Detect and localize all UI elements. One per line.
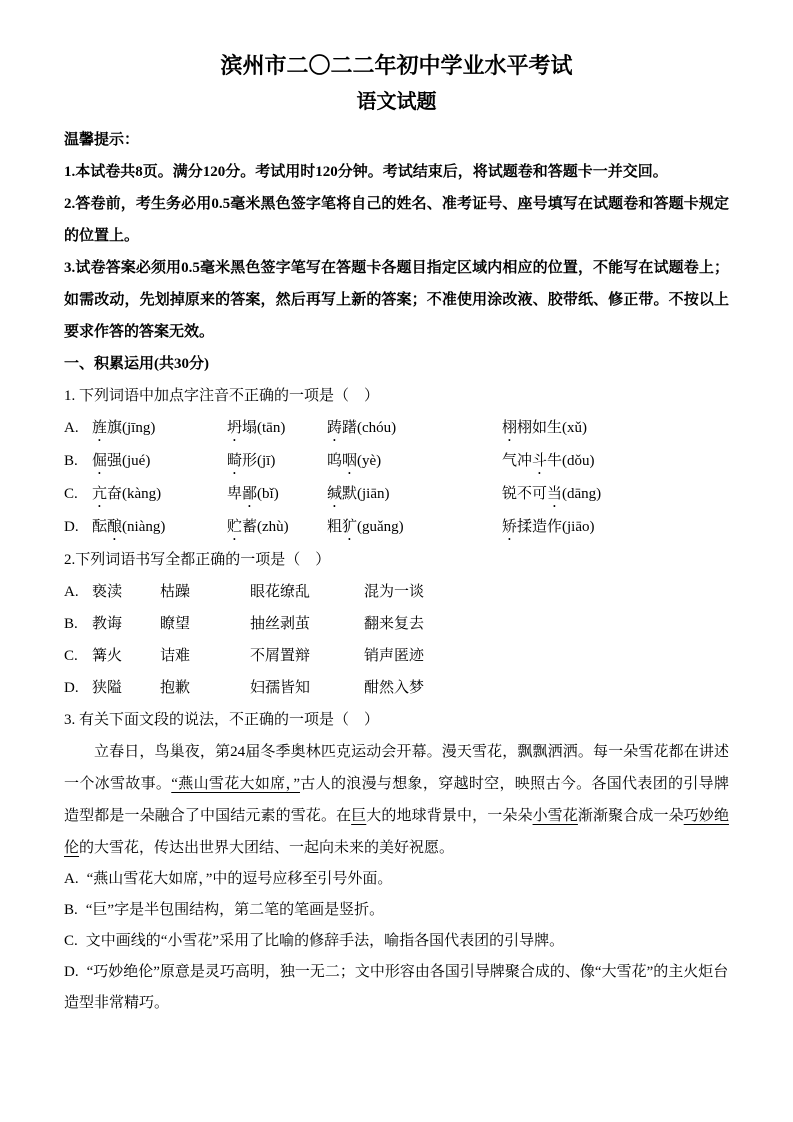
option-label: C.	[64, 933, 78, 949]
option-row	[64, 412, 729, 445]
emphasis-dot-char: 旌	[92, 420, 108, 436]
option-label: B.	[64, 902, 78, 918]
section-heading: 一、积累运用(共30分)	[64, 356, 209, 372]
option-row	[64, 608, 729, 640]
text-run: (dāng)	[562, 486, 602, 502]
word-item	[92, 511, 227, 544]
q3-passage	[64, 736, 729, 864]
q3-stem: 3. 有关下面文段的说法，不正确的一项是（ ）	[64, 712, 380, 728]
word-item: 瞭望	[160, 616, 191, 632]
emphasis-dot-char: 斗	[532, 453, 548, 469]
word-item	[227, 445, 327, 478]
text-run: 躇(chóu)	[342, 420, 397, 436]
text-run: 默(jiān)	[342, 486, 390, 502]
word-item: 销声匿迹	[364, 648, 425, 664]
option-label: D.	[64, 519, 79, 535]
option-label: D.	[64, 680, 79, 696]
option-row	[64, 511, 729, 544]
option-text: “巨”字是半包围结构，第二笔的笔画是竖折。	[85, 902, 385, 918]
emphasis-dot-char: 缄	[327, 486, 343, 502]
underlined-text: 巧妙绝伦	[64, 808, 729, 856]
emphasis-dot-char: 踌	[327, 420, 343, 436]
word-item	[327, 412, 502, 445]
word-item: 教诲	[92, 616, 123, 632]
option-row	[64, 478, 729, 511]
option-label: B.	[64, 616, 78, 632]
word-item	[502, 412, 729, 445]
text-run: 锐不可	[502, 486, 548, 502]
word-item: 诘难	[160, 648, 191, 664]
text-run: 大的地球背景中，一朵朵	[366, 808, 533, 824]
option-label: C.	[64, 648, 78, 664]
emphasis-dot-char: 犷	[342, 519, 358, 535]
notice-item: 3.试卷答案必须用0.5毫米黑色签字笔写在答题卡各题目指定区域内相应的位置，不能写在试题卷上；如需改动，先划掉原来的答案，然后再写上新的答案；不准使用涂改液、胶带纸、修正带。不按以上要求作答的答案无效。	[64, 260, 729, 340]
option-label: C.	[64, 486, 78, 502]
option-row	[64, 864, 729, 895]
text-run: 塌(tān)	[242, 420, 286, 436]
option-row	[64, 640, 729, 672]
word-item	[502, 445, 729, 478]
emphasis-dot-char: 倔	[92, 453, 108, 469]
q1-stem: 1. 下列词语中加点字注音不正确的一项是（ ）	[64, 388, 380, 404]
option-label: B.	[64, 453, 78, 469]
q1-options	[64, 412, 729, 544]
option-row	[64, 672, 729, 704]
emphasis-dot-char: 矫	[502, 519, 518, 535]
text-run: 呜	[327, 453, 343, 469]
text-run: 的大雪花，传达出世界大团结、一起向未来的美好祝愿。	[79, 840, 455, 856]
notice-item: 2.答卷前，考生务必用0.5毫米黑色签字笔将自己的姓名、准考证号、座号填写在试题卷和答题卡规定的位置上。	[64, 196, 729, 244]
word-item	[227, 478, 327, 511]
text-run: 立春日，鸟巢夜，第24届冬季奥林匹克运动会开幕。漫天雪花，飘飘洒洒。每一朵雪花都在讲述一个冰雪故事。	[64, 744, 729, 792]
underlined-text: 小雪花	[532, 808, 578, 824]
emphasis-dot-char: 酿	[107, 519, 123, 535]
text-run: (yè)	[357, 453, 382, 469]
text-run: 古人的浪漫与想象，穿越时空，映照古今。各国代表团的引导牌造型都是一朵融合了中国结元素的雪花。在	[64, 776, 729, 824]
text-run: 粗	[327, 519, 343, 535]
word-item: 抽丝剥茧	[250, 616, 311, 632]
option-row	[64, 957, 729, 1019]
text-run: 牛(dǒu)	[547, 453, 595, 469]
word-item	[227, 412, 327, 445]
exam-title: 滨州市二〇二二年初中学业水平考试	[220, 53, 573, 78]
option-row	[64, 576, 729, 608]
option-row	[64, 895, 729, 926]
emphasis-dot-char: 栩	[502, 420, 518, 436]
underlined-text: 巨	[351, 808, 367, 824]
word-item	[92, 412, 227, 445]
word-item: 酣然入梦	[364, 680, 425, 696]
word-item	[92, 445, 227, 478]
q3-options	[64, 864, 729, 1019]
word-item: 混为一谈	[364, 584, 425, 600]
text-run: (guǎng)	[357, 519, 404, 535]
option-label: A.	[64, 420, 79, 436]
text-run: 旗(jīng)	[107, 420, 156, 436]
emphasis-dot-char: 亢	[92, 486, 108, 502]
underlined-text: “燕山雪花大如席，”	[171, 776, 300, 792]
text-run: 蓄(zhù)	[242, 519, 289, 535]
option-text: “巧妙绝伦”原意是灵巧高明，独一无二；文中形容由各国引导牌聚合成的、像“大雪花”的主火炬台造型非常精巧。	[64, 964, 729, 1011]
word-item	[327, 478, 502, 511]
word-item: 不屑置辩	[250, 648, 311, 664]
word-item: 抱歉	[160, 680, 191, 696]
word-item: 眼花缭乱	[250, 584, 311, 600]
option-label: A.	[64, 871, 79, 887]
text-run: (bǐ)	[257, 486, 279, 502]
q2-options	[64, 576, 729, 704]
text-run: 渐渐聚合成一朵	[577, 808, 684, 824]
emphasis-dot-char: 坍	[227, 420, 243, 436]
text-run: 强(jué)	[107, 453, 151, 469]
text-run: (niàng)	[122, 519, 166, 535]
word-item	[227, 511, 327, 544]
option-label: A.	[64, 584, 79, 600]
emphasis-dot-char: 畸	[227, 453, 243, 469]
text-run: 揉造作(jiāo)	[517, 519, 595, 535]
word-item	[502, 511, 729, 544]
word-item: 枯躁	[160, 584, 191, 600]
text-run: 卑	[227, 486, 243, 502]
text-run: 奋(kàng)	[107, 486, 162, 502]
word-item: 翻来复去	[364, 616, 425, 632]
option-row	[64, 445, 729, 478]
option-text: “燕山雪花大如席，”中的逗号应移至引号外面。	[86, 871, 393, 887]
word-item	[327, 445, 502, 478]
emphasis-dot-char: 咽	[342, 453, 358, 469]
word-item: 篝火	[92, 648, 123, 664]
word-item: 妇孺皆知	[250, 680, 311, 696]
word-item	[92, 478, 227, 511]
word-item: 亵渎	[92, 584, 123, 600]
text-run: 形(jī)	[242, 453, 276, 469]
emphasis-dot-char: 贮	[227, 519, 243, 535]
word-item: 狭隘	[92, 680, 123, 696]
word-item	[327, 511, 502, 544]
option-row	[64, 926, 729, 957]
notice-list	[64, 156, 729, 348]
text-run: 气冲	[502, 453, 533, 469]
emphasis-dot-char: 鄙	[242, 486, 258, 502]
notice-item: 1.本试卷共8页。满分120分。考试用时120分钟。考试结束后，将试题卷和答题卡一并交回。	[64, 164, 668, 180]
exam-subtitle: 语文试题	[356, 91, 437, 113]
option-label: D.	[64, 964, 79, 980]
text-run: 栩如生(xǔ)	[517, 420, 588, 436]
text-run: 酝	[92, 519, 108, 535]
q2-stem: 2.下列词语书写全都正确的一项是（ ）	[64, 552, 331, 568]
option-text: 文中画线的“小雪花”采用了比喻的修辞手法，喻指各国代表团的引导牌。	[85, 933, 565, 949]
notice-heading: 温馨提示：	[64, 132, 140, 148]
word-item	[502, 478, 729, 511]
emphasis-dot-char: 当	[547, 486, 563, 502]
